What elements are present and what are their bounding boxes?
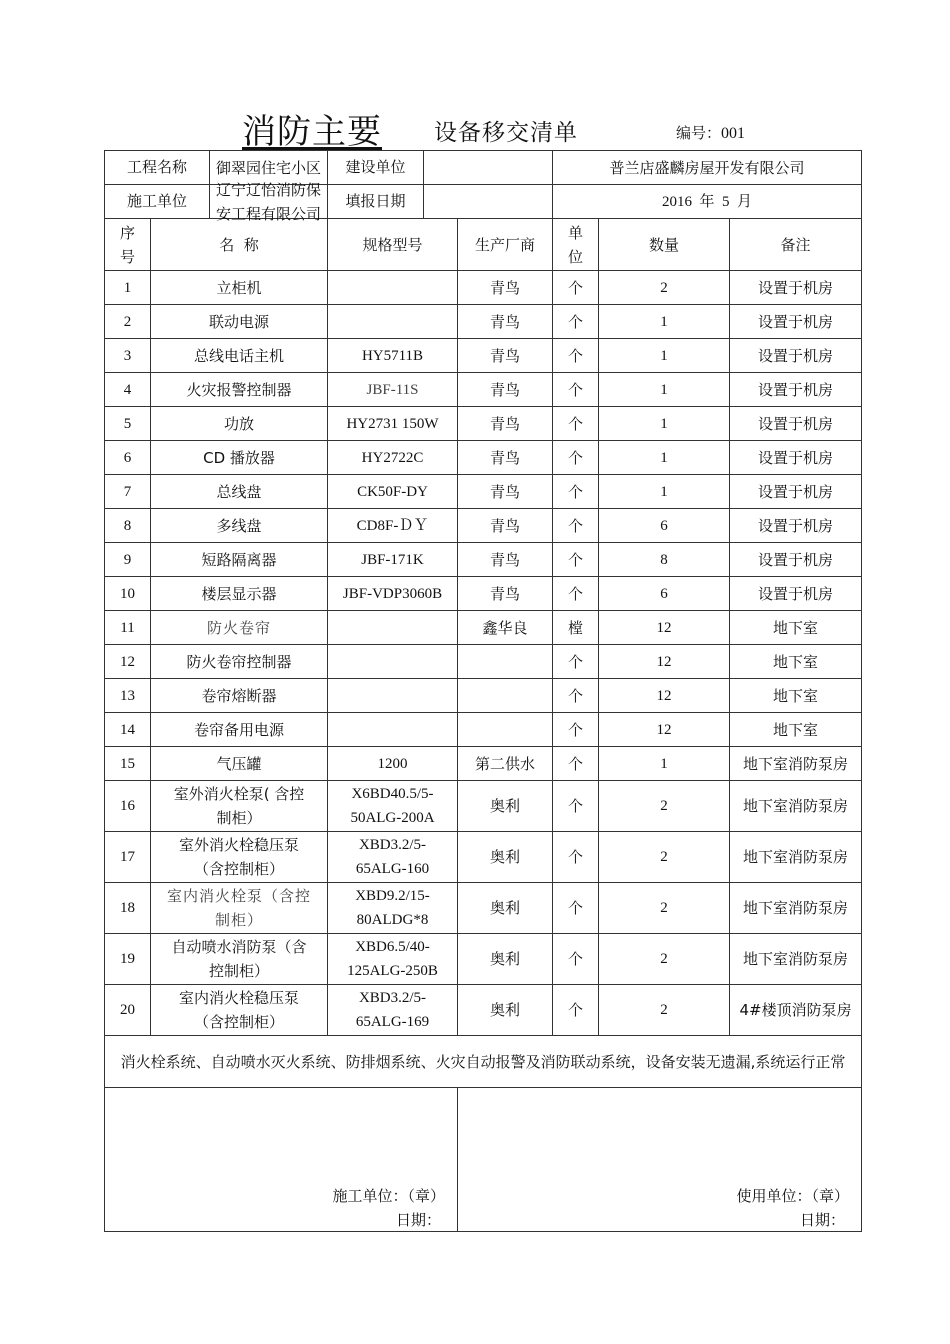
table-row	[105, 883, 862, 934]
number-value: 001	[721, 125, 746, 142]
cell-name: 气压罐	[151, 747, 328, 781]
table-row	[105, 543, 862, 577]
cell-maker: 青鸟	[458, 509, 553, 543]
cell-qty: 1	[599, 373, 730, 407]
col-qty: 数量	[599, 219, 730, 271]
cell-note: 设置于机房	[730, 475, 862, 509]
cell-model: 1200	[328, 747, 458, 781]
cell-unit: 个	[553, 543, 599, 577]
cell-seq: 19	[105, 934, 151, 985]
cell-qty: 1	[599, 747, 730, 781]
cell-unit: 个	[553, 832, 599, 883]
cell-model: XBD3.2/5- 65ALG-160	[328, 832, 458, 883]
cell-note: 地下室消防泵房	[730, 934, 862, 985]
cell-seq: 4	[105, 373, 151, 407]
cell-maker: 奥利	[458, 781, 553, 832]
cell-name: 室内消火栓稳压泵 （含控制柜）	[151, 985, 328, 1036]
table-row	[105, 781, 862, 832]
cell-model	[328, 713, 458, 747]
cell-model: CD8F-ＤＹ	[328, 509, 458, 543]
col-unit: 单 位	[553, 219, 599, 271]
cell-seq: 2	[105, 305, 151, 339]
cell-note: 设置于机房	[730, 543, 862, 577]
contractor-sign-cell	[105, 1088, 458, 1232]
table-row	[105, 339, 862, 373]
cell-note: 设置于机房	[730, 339, 862, 373]
cell-name: 卷帘熔断器	[151, 679, 328, 713]
cell-note: 设置于机房	[730, 577, 862, 611]
cell-name: 总线盘	[151, 475, 328, 509]
cell-maker: 青鸟	[458, 305, 553, 339]
cell-maker: 第二供水	[458, 747, 553, 781]
col-model: 规格型号	[328, 219, 458, 271]
cell-model: HY2731 150W	[328, 407, 458, 441]
cell-unit: 个	[553, 985, 599, 1036]
cell-seq: 5	[105, 407, 151, 441]
cell-note: 地下室	[730, 645, 862, 679]
cell-seq: 7	[105, 475, 151, 509]
table-row	[105, 832, 862, 883]
table-row	[105, 407, 862, 441]
table-row	[105, 747, 862, 781]
cell-seq: 20	[105, 985, 151, 1036]
cell-maker: 奥利	[458, 832, 553, 883]
cell-unit: 个	[553, 577, 599, 611]
cell-unit: 樘	[553, 611, 599, 645]
col-name: 名 称	[151, 219, 328, 271]
cell-name: 室外消火栓稳压泵 （含控制柜）	[151, 832, 328, 883]
col-seq: 序 号	[105, 219, 151, 271]
cell-maker: 青鸟	[458, 577, 553, 611]
cell-model	[328, 271, 458, 305]
contractor-value: 辽宁辽怡消防保安工程有限公司	[216, 180, 322, 223]
column-header-row	[105, 219, 862, 271]
table-row	[105, 271, 862, 305]
handover-table	[104, 150, 862, 1232]
info-row-2	[105, 185, 862, 219]
cell-model: HY2722C	[328, 441, 458, 475]
cell-note: 地下室消防泵房	[730, 832, 862, 883]
contractor-sign-label: 施工单位：（章）	[332, 1187, 446, 1205]
cell-name: 室内消火栓泵（含控 制柜）	[151, 883, 328, 934]
cell-maker: 青鸟	[458, 339, 553, 373]
cell-maker: 青鸟	[458, 475, 553, 509]
cell-unit: 个	[553, 747, 599, 781]
cell-seq: 14	[105, 713, 151, 747]
cell-maker: 青鸟	[458, 373, 553, 407]
cell-qty: 1	[599, 305, 730, 339]
cell-seq: 9	[105, 543, 151, 577]
cell-model	[328, 679, 458, 713]
table-row	[105, 934, 862, 985]
cell-note: 地下室	[730, 713, 862, 747]
table-row	[105, 679, 862, 713]
cell-qty: 12	[599, 713, 730, 747]
table-row	[105, 373, 862, 407]
cell-model	[328, 611, 458, 645]
cell-seq: 8	[105, 509, 151, 543]
cell-name: 防火卷帘控制器	[151, 645, 328, 679]
cell-maker	[458, 713, 553, 747]
summary-row	[105, 1036, 862, 1088]
cell-unit: 个	[553, 781, 599, 832]
cell-unit: 个	[553, 373, 599, 407]
date-label: 填报日期	[328, 185, 424, 218]
cell-unit: 个	[553, 475, 599, 509]
cell-unit: 个	[553, 934, 599, 985]
cell-note: 设置于机房	[730, 373, 862, 407]
cell-unit: 个	[553, 305, 599, 339]
cell-qty: 6	[599, 577, 730, 611]
cell-seq: 11	[105, 611, 151, 645]
builder-value: 普兰店盛麟房屋开发有限公司	[553, 151, 862, 185]
cell-model: XBD9.2/15- 80ALDG*8	[328, 883, 458, 934]
cell-qty: 12	[599, 679, 730, 713]
cell-seq: 6	[105, 441, 151, 475]
cell-qty: 2	[599, 883, 730, 934]
cell-maker	[458, 645, 553, 679]
table-row	[105, 713, 862, 747]
project-value: 御翠园住宅小区	[216, 158, 322, 177]
cell-unit: 个	[553, 407, 599, 441]
signature-row	[105, 1088, 862, 1232]
cell-maker	[458, 679, 553, 713]
table-row	[105, 305, 862, 339]
cell-name: 楼层显示器	[151, 577, 328, 611]
cell-unit: 个	[553, 645, 599, 679]
document-title	[0, 100, 950, 150]
cell-name: 总线电话主机	[151, 339, 328, 373]
user-sign-date: 日期：	[800, 1211, 846, 1229]
cell-maker: 青鸟	[458, 543, 553, 577]
table-row	[105, 475, 862, 509]
cell-qty: 2	[599, 832, 730, 883]
cell-qty: 1	[599, 407, 730, 441]
cell-maker: 奥利	[458, 883, 553, 934]
user-sign-cell	[458, 1088, 862, 1232]
cell-unit: 个	[553, 339, 599, 373]
cell-unit: 个	[553, 441, 599, 475]
cell-name: 卷帘备用电源	[151, 713, 328, 747]
cell-name: 立柜机	[151, 271, 328, 305]
cell-name: 防火卷帘	[151, 611, 328, 645]
cell-qty: 12	[599, 611, 730, 645]
cell-qty: 1	[599, 475, 730, 509]
cell-name: 火灾报警控制器	[151, 373, 328, 407]
date-value: 2016 年 5 月	[553, 185, 862, 219]
title-main: 消防主要	[242, 112, 382, 152]
summary-text: 消火栓系统、自动喷水灭火系统、防排烟系统、火灾自动报警及消防联动系统，设备安装无遗漏,系统运行正常	[105, 1036, 862, 1088]
user-sign-label: 使用单位：（章）	[736, 1187, 850, 1205]
cell-qty: 2	[599, 271, 730, 305]
contractor-label: 施工单位	[105, 185, 210, 218]
table-row	[105, 611, 862, 645]
cell-note: 地下室	[730, 679, 862, 713]
col-note: 备注	[730, 219, 862, 271]
cell-model: CK50F-DY	[328, 475, 458, 509]
cell-unit: 个	[553, 713, 599, 747]
cell-note: 设置于机房	[730, 441, 862, 475]
cell-model: XBD3.2/5- 65ALG-169	[328, 985, 458, 1036]
cell-qty: 2	[599, 781, 730, 832]
cell-name: 联动电源	[151, 305, 328, 339]
cell-seq: 13	[105, 679, 151, 713]
cell-unit: 个	[553, 883, 599, 934]
cell-model	[328, 645, 458, 679]
cell-model: JBF-171K	[328, 543, 458, 577]
cell-maker: 奥利	[458, 934, 553, 985]
contractor-sign-date: 日期：	[396, 1211, 442, 1229]
cell-unit: 个	[553, 679, 599, 713]
cell-note: 地下室消防泵房	[730, 747, 862, 781]
cell-maker: 青鸟	[458, 441, 553, 475]
cell-model	[328, 305, 458, 339]
table-row	[105, 645, 862, 679]
cell-seq: 3	[105, 339, 151, 373]
cell-unit: 个	[553, 509, 599, 543]
cell-note: 设置于机房	[730, 271, 862, 305]
cell-seq: 10	[105, 577, 151, 611]
table-row	[105, 577, 862, 611]
cell-note: 地下室消防泵房	[730, 883, 862, 934]
table-row	[105, 441, 862, 475]
cell-model: XBD6.5/40- 125ALG-250B	[328, 934, 458, 985]
table-row	[105, 509, 862, 543]
title-sub: 设备移交清单	[434, 120, 578, 146]
builder-label: 建设单位	[328, 151, 424, 184]
col-maker: 生产厂商	[458, 219, 553, 271]
cell-model: JBF-11S	[328, 373, 458, 407]
cell-seq: 17	[105, 832, 151, 883]
cell-model: HY5711B	[328, 339, 458, 373]
cell-note: 地下室	[730, 611, 862, 645]
cell-note: 设置于机房	[730, 407, 862, 441]
cell-name: 自动喷水消防泵（含 控制柜）	[151, 934, 328, 985]
table-row	[105, 985, 862, 1036]
cell-name: CD 播放器	[151, 441, 328, 475]
cell-model: JBF-VDP3060B	[328, 577, 458, 611]
cell-qty: 12	[599, 645, 730, 679]
cell-model: X6BD40.5/5- 50ALG-200A	[328, 781, 458, 832]
cell-qty: 6	[599, 509, 730, 543]
cell-maker: 青鸟	[458, 407, 553, 441]
cell-qty: 1	[599, 441, 730, 475]
number-label: 编号：	[676, 124, 722, 142]
cell-qty: 1	[599, 339, 730, 373]
cell-qty: 2	[599, 934, 730, 985]
cell-name: 功放	[151, 407, 328, 441]
cell-maker: 奥利	[458, 985, 553, 1036]
cell-note: 设置于机房	[730, 509, 862, 543]
cell-seq: 16	[105, 781, 151, 832]
cell-maker: 鑫华良	[458, 611, 553, 645]
cell-note: 设置于机房	[730, 305, 862, 339]
cell-seq: 15	[105, 747, 151, 781]
cell-name: 室外消火栓泵( 含控 制柜）	[151, 781, 328, 832]
project-label: 工程名称	[105, 151, 210, 184]
cell-name: 多线盘	[151, 509, 328, 543]
cell-name: 短路隔离器	[151, 543, 328, 577]
cell-seq: 18	[105, 883, 151, 934]
document-number	[676, 122, 745, 143]
cell-qty: 8	[599, 543, 730, 577]
cell-maker: 青鸟	[458, 271, 553, 305]
cell-qty: 2	[599, 985, 730, 1036]
cell-note: 地下室消防泵房	[730, 781, 862, 832]
cell-unit: 个	[553, 271, 599, 305]
cell-note: 4#楼顶消防泵房	[730, 985, 862, 1036]
cell-seq: 12	[105, 645, 151, 679]
cell-seq: 1	[105, 271, 151, 305]
